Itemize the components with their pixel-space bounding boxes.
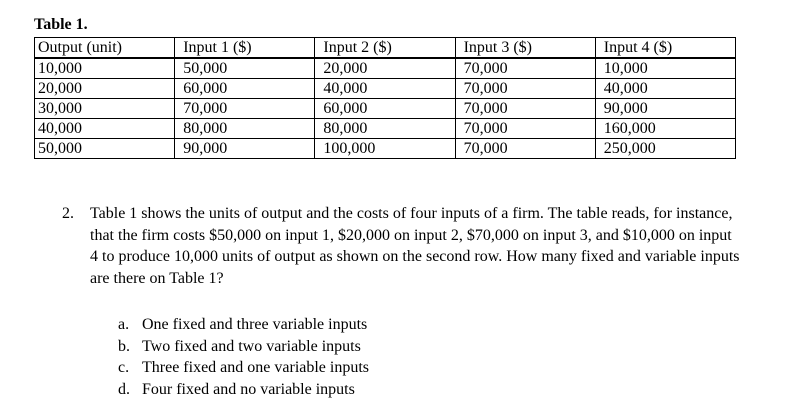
table-cell: 30,000 (35, 99, 175, 119)
option-text: Two fixed and two variable inputs (142, 337, 361, 355)
option-text: Four fixed and no variable inputs (142, 380, 355, 398)
table-cell: 250,000 (595, 139, 735, 159)
answer-option-a (118, 314, 369, 336)
option-letter: d. (118, 380, 130, 398)
column-header: Input 2 ($) (315, 38, 455, 59)
table-cell: 70,000 (455, 58, 595, 79)
table-cell: 100,000 (315, 139, 455, 159)
table-row (35, 99, 736, 119)
cost-table (34, 37, 736, 159)
table-cell: 80,000 (175, 119, 315, 139)
column-header: Input 1 ($) (175, 38, 315, 59)
table-cell: 160,000 (595, 119, 735, 139)
table-cell: 70,000 (175, 99, 315, 119)
table-cell: 40,000 (35, 119, 175, 139)
answer-option-c (118, 357, 369, 379)
table-row (35, 58, 736, 79)
answer-option-b (118, 336, 369, 358)
table-cell: 70,000 (455, 99, 595, 119)
table-cell: 50,000 (35, 139, 175, 159)
option-letter: a. (118, 316, 130, 333)
question-number: 2. (62, 205, 74, 222)
column-header: Output (unit) (35, 38, 175, 59)
option-text: Three fixed and one variable inputs (142, 359, 370, 376)
table-cell: 70,000 (455, 119, 595, 139)
table-header-row (35, 38, 736, 59)
answer-options (118, 314, 369, 400)
table-cell: 40,000 (315, 79, 455, 99)
table-cell: 70,000 (455, 139, 595, 159)
column-header: Input 3 ($) (455, 38, 595, 59)
table-row (35, 119, 736, 139)
table-cell: 80,000 (315, 119, 455, 139)
column-header: Input 4 ($) (595, 38, 735, 59)
table-row (35, 139, 736, 159)
question-text: Table 1 shows the units of output and the costs of four inputs of a firm. The table reads, for instance, that the firm costs $50,000 on input 1, $20,000 on input 2, $70,000 on input 3, and $10,000 on input 4 to produce 10,000 units of output as shown on the second row. How many fixed and variable inputs are there on Table 1? (90, 205, 740, 287)
option-letter: b. (118, 337, 130, 355)
option-text: One fixed and three variable inputs (142, 316, 368, 333)
table-row (35, 79, 736, 99)
table-cell: 90,000 (595, 99, 735, 119)
table-cell: 10,000 (595, 58, 735, 79)
answer-option-d (118, 379, 369, 401)
table-cell: 20,000 (315, 58, 455, 79)
table-cell: 70,000 (455, 79, 595, 99)
table-cell: 60,000 (175, 79, 315, 99)
table-cell: 20,000 (35, 79, 175, 99)
table-cell: 50,000 (175, 58, 315, 79)
table-cell: 10,000 (35, 58, 175, 79)
table-cell: 40,000 (595, 79, 735, 99)
question-block (62, 203, 742, 289)
table-cell: 60,000 (315, 99, 455, 119)
option-letter: c. (118, 359, 130, 376)
table-caption: Table 1. (34, 16, 88, 33)
table-cell: 90,000 (175, 139, 315, 159)
